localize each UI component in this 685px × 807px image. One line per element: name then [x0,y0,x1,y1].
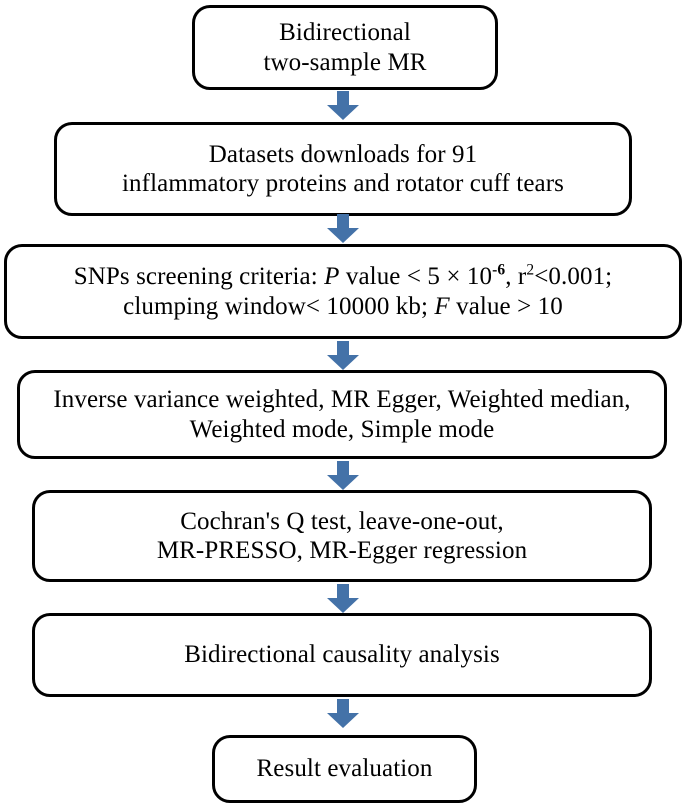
node-text [251,754,439,784]
node-text-line: two-sample MR [263,48,427,76]
node-text [116,140,570,199]
node-text-line: Bidirectional [279,19,411,46]
criteria-mid: value < 5 × 10 [339,263,493,290]
flow-node-bidirectional-two-sample-mr [192,5,498,90]
node-text-line: inflammatory proteins and rotator cuff tears [122,170,564,197]
node-text-line: Inverse variance weighted, MR Egger, Weighted median, [53,386,631,413]
node-text-line: MR-PRESSO, MR-Egger regression [156,537,528,564]
node-text [47,385,636,444]
clumping-f-symbol: F [434,292,450,320]
flow-node-mr-methods [17,370,667,459]
flow-node-result-evaluation [212,735,477,803]
flow-arrow-down-icon [326,699,360,729]
criteria-prefix: SNPs screening criteria: [73,263,325,290]
criteria-exponent: -6 [492,261,506,279]
node-text [257,18,432,77]
node-text-line-clumping [74,292,612,322]
criteria-tail: <0.001; [534,263,613,290]
node-text-line: Bidirectional causality analysis [184,641,500,669]
flow-arrow-down-icon [326,214,360,244]
node-text [68,262,618,321]
node-text-line: Cochran's Q test, leave-one-out, [180,507,504,535]
flow-node-snps-screening-criteria [4,244,682,339]
flow-arrow-down-icon [326,91,360,121]
flow-arrow-down-icon [326,461,360,491]
node-text-line: Result evaluation [256,755,433,783]
criteria-after-exponent: , r [505,263,527,290]
criteria-r-exponent: 2 [526,261,535,279]
node-text-line: Datasets downloads for 91 [208,140,478,168]
node-text-line: Weighted mode, Simple mode [189,415,495,443]
flow-node-bidirectional-causality-analysis [32,613,652,697]
flow-node-datasets-downloads [54,122,632,216]
flow-node-sensitivity-analyses [32,490,652,582]
node-text [151,507,533,566]
clumping-prefix: clumping window< 10000 kb; [123,292,435,320]
flow-arrow-down-icon [326,341,360,371]
node-text-line-criteria [74,262,612,292]
node-text [178,640,506,670]
flow-arrow-down-icon [326,584,360,614]
criteria-p-symbol: P [324,263,340,290]
clumping-tail: value > 10 [449,292,563,320]
